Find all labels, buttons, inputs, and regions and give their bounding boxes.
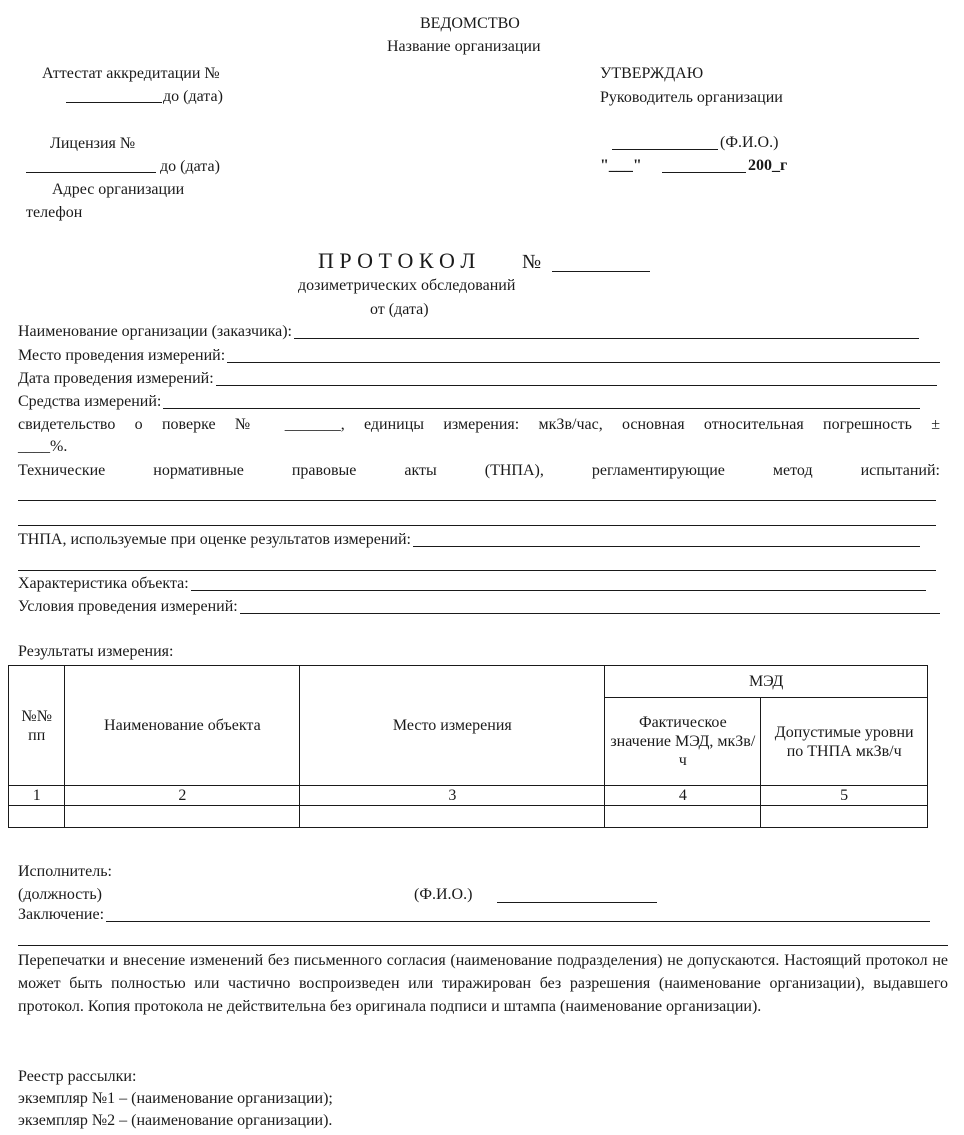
license-label: Лицензия №: [50, 135, 136, 152]
tnpa-method-line-2[interactable]: [18, 525, 936, 526]
column-number-cell: 5: [761, 786, 928, 806]
accreditation-number-line[interactable]: [66, 102, 162, 103]
registry-copy-2: экземпляр №2 – (наименование организации).: [18, 1112, 333, 1129]
executor-label: Исполнитель:: [18, 863, 112, 880]
tnpa-eval-label: ТНПА, используемые при оценке результатов измерений:: [18, 531, 411, 548]
copyright-notice: Перепечатки и внесение изменений без письменного согласия (наименование подразделения) не допускаются. Настоящий протокол не может быть полностью или частично воспроизведен или тиражирован без разрешения (наименование организации), выдавшего протокол. Копия протокола не действительна без оригинала подписи и штампа (наименование организации).: [18, 952, 948, 1015]
accreditation-until: до (дата): [163, 88, 223, 105]
registry-copy-1: экземпляр №1 – (наименование организации);: [18, 1090, 333, 1107]
conditions-field[interactable]: [18, 597, 940, 617]
ministry-title: ВЕДОМСТВО: [420, 15, 520, 32]
column-number-row: [9, 786, 928, 806]
protocol-number-sign: №: [522, 251, 542, 273]
column-number-cell: 4: [605, 786, 761, 806]
table-cell[interactable]: [605, 806, 761, 828]
table-cell[interactable]: [761, 806, 928, 828]
conclusion-field[interactable]: [18, 905, 930, 925]
error-percent: ____%.: [18, 438, 68, 455]
tnpa-eval-line-2[interactable]: [18, 570, 936, 571]
table-header-row: [9, 666, 928, 698]
object-field[interactable]: [18, 574, 926, 594]
registry-label: Реестр рассылки:: [18, 1068, 137, 1085]
customer-label: Наименование организации (заказчика):: [18, 323, 292, 340]
tnpa-eval-field[interactable]: [18, 530, 920, 550]
protocol-date: от (дата): [370, 301, 429, 318]
protocol-subtitle: дозиметрических обследований: [298, 277, 516, 294]
tnpa-method-line-1[interactable]: [18, 500, 936, 501]
table-cell[interactable]: [65, 806, 300, 828]
approval-fio: (Ф.И.О.): [720, 134, 779, 151]
table-cell[interactable]: [9, 806, 65, 828]
conditions-line[interactable]: [240, 613, 940, 614]
med-group-header: МЭД: [605, 666, 928, 698]
conclusion-line-2[interactable]: [18, 945, 948, 946]
protocol-title: П Р О Т О К О Л: [318, 248, 476, 273]
date-line[interactable]: [216, 385, 937, 386]
column-number-cell: 1: [9, 786, 65, 806]
license-number-line[interactable]: [26, 172, 156, 173]
col-place-header: Место измерения: [300, 666, 605, 786]
executor-fio: (Ф.И.О.): [414, 886, 473, 903]
table-row[interactable]: [9, 806, 928, 828]
approval-year: 200_г: [748, 157, 788, 174]
column-number-cell: 2: [65, 786, 300, 806]
license-until: до (дата): [160, 158, 220, 175]
signature-line[interactable]: [612, 149, 718, 150]
customer-line[interactable]: [294, 338, 919, 339]
col-object-name-header: Наименование объекта: [65, 666, 300, 786]
results-table: [8, 665, 928, 828]
organization-phone: телефон: [26, 204, 83, 221]
executor-fio-line[interactable]: [497, 902, 657, 903]
conclusion-line[interactable]: [106, 921, 930, 922]
date-label: Дата проведения измерений:: [18, 370, 214, 387]
organization-address: Адрес организации: [52, 181, 185, 198]
certificate-line: свидетельство о поверке № _______, единицы измерения: мкЗв/час, основная относительная погрешность ±: [18, 416, 940, 433]
col-actual-header: Фактическое значение МЭД, мкЗв/ч: [605, 698, 761, 786]
place-label: Место проведения измерений:: [18, 347, 226, 364]
table-cell[interactable]: [300, 806, 605, 828]
approval-day: "___": [600, 157, 642, 174]
place-line[interactable]: [227, 362, 940, 363]
executor-position: (должность): [18, 886, 102, 903]
object-line[interactable]: [191, 590, 926, 591]
approve-label: УТВЕРЖДАЮ: [600, 65, 704, 82]
object-label: Характеристика объекта:: [18, 575, 189, 592]
col-number-header: №№ пп: [9, 666, 65, 786]
instruments-label: Средства измерений:: [18, 393, 162, 410]
place-field[interactable]: [18, 346, 940, 366]
instruments-line[interactable]: [163, 408, 920, 409]
customer-field[interactable]: [18, 322, 919, 342]
tnpa-eval-line[interactable]: [413, 546, 920, 547]
approval-month-line[interactable]: [662, 172, 746, 173]
column-number-cell: 3: [300, 786, 605, 806]
protocol-number-line[interactable]: [552, 271, 650, 272]
instruments-field[interactable]: [18, 392, 920, 412]
results-label: Результаты измерения:: [18, 643, 174, 660]
head-of-organization: Руководитель организации: [600, 89, 783, 106]
col-allowed-header: Допустимые уровни по ТНПА мкЗв/ч: [761, 698, 928, 786]
organization-name: Название организации: [387, 38, 541, 55]
conditions-label: Условия проведения измерений:: [18, 598, 238, 615]
conclusion-label: Заключение:: [18, 906, 105, 923]
tnpa-method-label: Технические нормативные правовые акты (ТНПА), регламентирующие метод испытаний:: [18, 462, 940, 479]
date-field[interactable]: [18, 369, 937, 389]
accreditation-label: Аттестат аккредитации №: [42, 65, 220, 82]
